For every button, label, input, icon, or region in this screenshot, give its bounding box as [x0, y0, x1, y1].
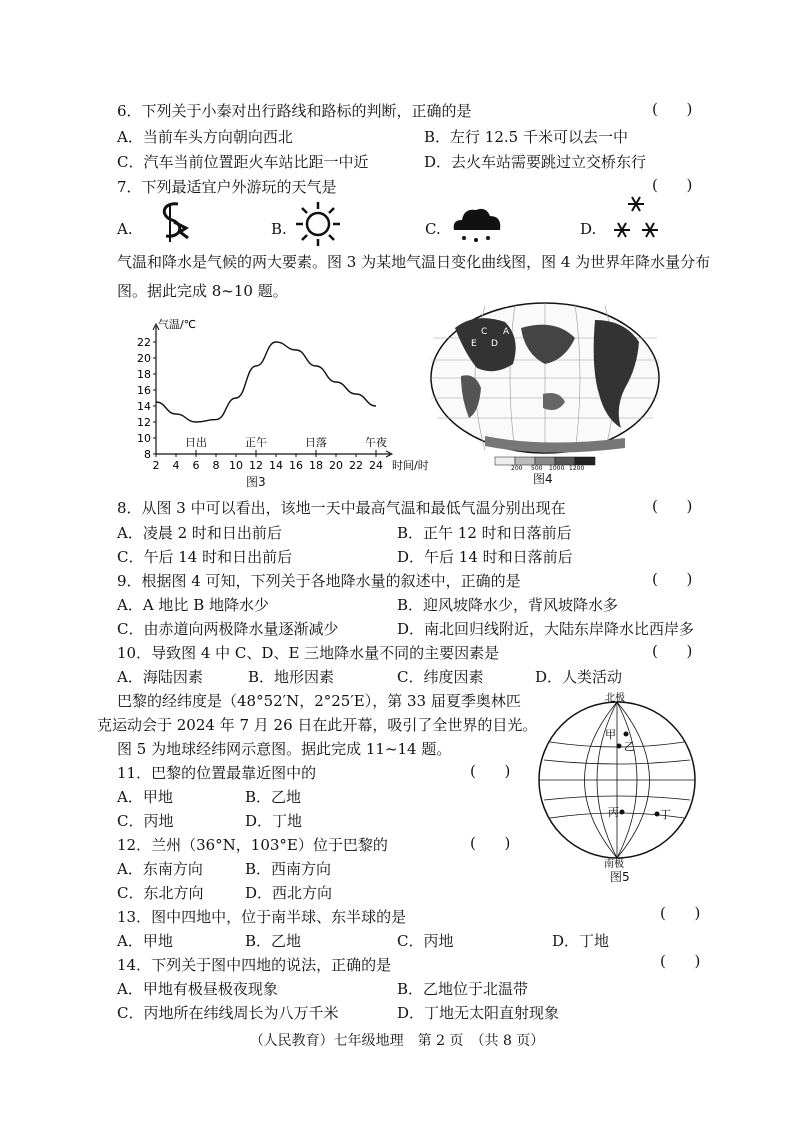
q7-option-a: A.	[117, 220, 133, 238]
q9-option-c: C．由赤道向两极降水量逐渐减少	[117, 620, 339, 638]
q14-option-d: D．丁地无太阳直射现象	[397, 1004, 560, 1022]
q8-option-b: B．正午 12 时和日落前后	[397, 524, 572, 542]
q11-answer-bracket[interactable]: ( )	[470, 762, 511, 780]
q9-option-a: A．A 地比 B 地降水少	[117, 596, 269, 614]
fig4-label-e: E	[471, 339, 477, 349]
fig3-x-tick-label: 16	[289, 459, 303, 472]
q12-option-d: D．西北方向	[245, 884, 333, 902]
q8-option-d: D．午后 14 时和日落前后	[397, 548, 573, 566]
fig5-point-yi: 乙	[624, 740, 635, 753]
fig3-caption: 图3	[246, 475, 266, 489]
q6-answer-bracket[interactable]: ( )	[652, 100, 693, 118]
q13-option-a: A．甲地	[117, 932, 173, 950]
fig4-precipitation-map	[425, 298, 665, 470]
fig5-point-bing: 丙	[608, 806, 619, 819]
fig3-x-axis-label: 时间/时	[392, 459, 429, 472]
fig5-south-pole: 南极	[604, 859, 624, 870]
q6-option-c: C．汽车当前位置距火车站比距一中近	[117, 153, 369, 171]
fig3-x-tick-label: 6	[192, 459, 200, 472]
q12-option-c: C．东北方向	[117, 884, 204, 902]
q10-answer-bracket[interactable]: ( )	[652, 642, 693, 660]
q11-option-c: C．丙地	[117, 812, 174, 830]
q13-option-b: B．乙地	[245, 932, 302, 950]
q6-stem: 6．下列关于小秦对出行路线和路标的判断，正确的是	[117, 102, 472, 120]
fig3-annotation: 正午	[245, 436, 267, 449]
rain-cloud-icon	[448, 204, 504, 246]
q13-option-c: C．丙地	[397, 932, 454, 950]
fig4-label-c: C	[481, 327, 488, 337]
q7-answer-bracket[interactable]: ( )	[652, 176, 693, 194]
q6-option-d: D．去火车站需要跳过立交桥东行	[424, 153, 647, 171]
fig3-y-tick-label: 14	[137, 400, 151, 413]
q10-option-c: C．纬度因素	[397, 668, 484, 686]
q10-option-d: D．人类活动	[535, 668, 623, 686]
q6-option-a: A．当前车头方向朝向西北	[117, 128, 293, 146]
fig3-temperature-chart	[128, 312, 429, 487]
q8-option-c: C．午后 14 时和日出前后	[117, 548, 293, 566]
fig4-legend-value-1: 200	[511, 465, 523, 472]
q13-answer-bracket[interactable]: ( )	[660, 904, 701, 922]
fig3-y-tick-label: 16	[137, 384, 151, 397]
fig4-legend-value-2: 500	[531, 465, 543, 472]
q10-option-b: B．地形因素	[248, 668, 335, 686]
page-footer: （人民教育）七年级地理 第 2 页 （共 8 页）	[249, 1033, 545, 1049]
q12-option-b: B．西南方向	[245, 860, 332, 878]
fig3-x-tick-label: 2	[152, 459, 160, 472]
fig3-y-tick-label: 10	[137, 432, 151, 445]
intro-paragraph-8-10: 气温和降水是气候的两大要素。图 3 为某地气温日变化曲线图，图 4 为世界年降水量分布图。据此完成 8~10 题。	[117, 253, 711, 300]
q11-option-b: B．乙地	[245, 788, 302, 806]
fig3-y-tick-label: 12	[137, 416, 151, 429]
q14-option-b: B．乙地位于北温带	[397, 980, 529, 998]
q10-stem: 10．导致图 4 中 C、D、E 三地降水量不同的主要因素是	[117, 644, 500, 662]
fig3-x-tick-label: 20	[329, 459, 343, 472]
fig3-x-tick-label: 10	[229, 459, 243, 472]
q6-option-b: B．左行 12.5 千米可以去一中	[424, 128, 628, 146]
fig3-x-tick-label: 24	[369, 459, 383, 472]
q14-option-a: A．甲地有极昼极夜现象	[117, 980, 278, 998]
q9-answer-bracket[interactable]: ( )	[652, 570, 693, 588]
q7-stem: 7．下列最适宜户外游玩的天气是	[117, 178, 337, 196]
fig3-x-tick-label: 4	[172, 459, 180, 472]
q13-stem: 13．图中四地中，位于南半球、东半球的是	[117, 908, 407, 926]
fig3-x-tick-label: 22	[349, 459, 363, 472]
fig3-annotation: 日出	[185, 436, 207, 449]
fig5-north-pole: 北极	[605, 693, 625, 704]
q8-answer-bracket[interactable]: ( )	[652, 497, 693, 515]
q11-option-a: A．甲地	[117, 788, 173, 806]
fig3-annotation: 日落	[305, 436, 327, 449]
fig4-legend-value-4: 1200	[569, 465, 585, 472]
q9-option-d: D．南北回归线附近，大陆东岸降水比西岸多	[397, 620, 695, 638]
fig3-y-tick-label: 22	[137, 336, 151, 349]
fig4-label-a: A	[503, 327, 510, 337]
fig3-y-tick-label: 18	[137, 368, 151, 381]
q12-stem: 12．兰州（36°N，103°E）位于巴黎的	[117, 836, 388, 854]
q8-stem: 8．从图 3 中可以看出，该地一天中最高气温和最低气温分别出现在	[117, 499, 566, 517]
fig3-x-tick-label: 18	[309, 459, 323, 472]
fig5-point-ding: 丁	[660, 808, 671, 821]
intro-11-14-line-1: 巴黎的经纬度是（48°52′N，2°25′E），第 33 届夏季奥林匹	[117, 692, 521, 710]
fig3-y-axis-label: 气温/℃	[158, 318, 197, 331]
fig3-marks	[156, 342, 387, 454]
fig3-y-tick-label: 8	[144, 448, 151, 461]
q7-option-c: C.	[425, 220, 441, 238]
fig3-y-tick-label: 20	[137, 352, 151, 365]
fig5-point-jia: 甲	[605, 728, 616, 741]
q13-option-d: D．丁地	[552, 932, 610, 950]
sunny-icon	[294, 200, 342, 248]
q11-stem: 11．巴黎的位置最靠近图中的	[117, 764, 317, 782]
fig5-globe	[532, 692, 702, 868]
q8-option-a: A．凌晨 2 时和日出前后	[117, 524, 282, 542]
q7-option-d: D.	[580, 220, 597, 238]
intro-11-14-line-2: 克运动会于 2024 年 7 月 26 日在此开幕，吸引了全世界的目光。	[97, 716, 538, 734]
q9-option-b: B．迎风坡降水少，背风坡降水多	[397, 596, 619, 614]
q12-answer-bracket[interactable]: ( )	[470, 834, 511, 852]
q11-option-d: D．丁地	[245, 812, 303, 830]
fig3-temperature-line	[156, 342, 376, 422]
q14-stem: 14．下列关于图中四地的说法，正确的是	[117, 956, 392, 974]
intro-11-14-line-3: 图 5 为地球经纬网示意图。据此完成 11~14 题。	[117, 740, 452, 758]
gale-icon	[152, 200, 192, 246]
fig3-x-tick-label: 12	[249, 459, 263, 472]
q14-answer-bracket[interactable]: ( )	[660, 952, 701, 970]
fig4-label-b: B	[517, 339, 524, 349]
fig3-x-tick-label: 14	[269, 459, 283, 472]
fig4-legend-value-3: 1000	[549, 465, 565, 472]
q7-option-b: B.	[271, 220, 287, 238]
fig3-annotation: 午夜	[365, 436, 387, 449]
q12-option-a: A．东南方向	[117, 860, 203, 878]
fig4-caption: 图4	[533, 472, 553, 486]
q10-option-a: A．海陆因素	[117, 668, 203, 686]
fig5-caption: 图5	[610, 870, 630, 884]
fig4-label-d: D	[491, 339, 498, 349]
q14-option-c: C．丙地所在纬线周长为八万千米	[117, 1004, 339, 1022]
q9-stem: 9．根据图 4 可知，下列关于各地降水量的叙述中，正确的是	[117, 572, 521, 590]
fig3-x-tick-label: 8	[212, 459, 220, 472]
snow-icon	[608, 192, 664, 244]
